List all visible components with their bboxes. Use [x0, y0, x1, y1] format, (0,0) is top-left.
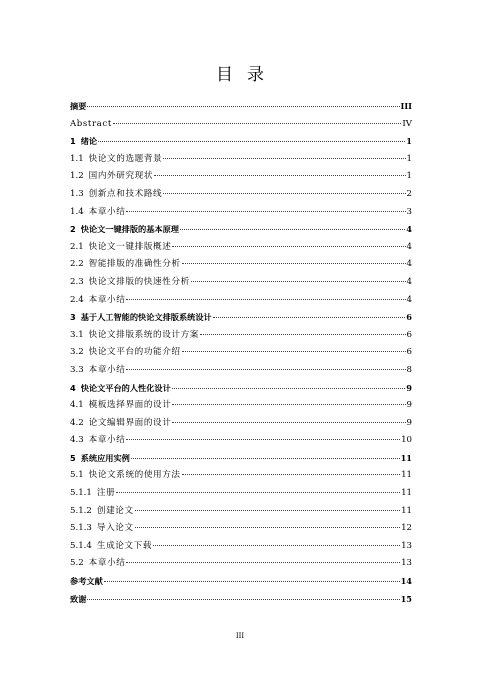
toc-entry[interactable]: [70, 520, 412, 538]
toc-entry-page: 9: [406, 400, 412, 411]
toc-entry-number: 1: [70, 136, 76, 147]
toc-entry[interactable]: [70, 573, 412, 591]
toc-entry-title: 创新点和技术路线: [88, 188, 163, 199]
toc-dot-leader: [104, 581, 400, 582]
toc-entry-title: 模板选择界面的设计: [88, 400, 172, 411]
toc-entry-title: 国内外研究现状: [88, 171, 154, 182]
toc-entry-number: 5.2: [70, 558, 84, 569]
toc-dot-leader: [182, 263, 406, 264]
table-of-contents: [70, 98, 412, 608]
toc-dot-leader: [191, 281, 406, 282]
toc-dot-leader: [180, 229, 405, 230]
toc-entry-number: 3.2: [70, 347, 84, 358]
toc-dot-leader: [172, 388, 406, 389]
toc-entry-number: 5.1.2: [70, 505, 92, 516]
toc-entry-page: 13: [401, 558, 412, 569]
toc-entry-number: 3.3: [70, 364, 84, 375]
toc-entry-page: 8: [406, 364, 412, 375]
toc-entry-number: 1.2: [70, 171, 84, 182]
toc-dot-leader: [163, 158, 405, 159]
toc-entry-title: 智能排版的准确性分析: [88, 259, 181, 270]
toc-dot-leader: [126, 299, 405, 300]
toc-entry-title: 参考文献: [70, 576, 103, 587]
toc-dot-leader: [172, 404, 405, 405]
toc-entry-title: 生成论文下载: [96, 540, 153, 551]
toc-entry[interactable]: [70, 133, 412, 151]
toc-entry-page: IV: [402, 118, 412, 129]
toc-entry-title: 摘要: [70, 101, 87, 111]
toc-entry-page: 10: [401, 435, 412, 446]
toc-entry-page: 3: [406, 206, 412, 217]
toc-dot-leader: [172, 246, 405, 247]
toc-dot-leader: [98, 141, 405, 142]
toc-entry[interactable]: [70, 555, 412, 573]
toc-dot-leader: [153, 545, 400, 546]
toc-entry-title: 快论文一键排版的基本原理: [80, 224, 179, 235]
toc-entry[interactable]: [70, 116, 412, 134]
toc-entry-title: 快论文平台的功能介绍: [88, 347, 181, 358]
toc-entry-page: 11: [401, 470, 412, 481]
toc-entry[interactable]: [70, 362, 412, 380]
toc-entry[interactable]: [70, 204, 412, 222]
toc-dot-leader: [182, 351, 406, 352]
toc-entry-page: 1: [406, 136, 412, 147]
toc-entry-number: 1.3: [70, 188, 84, 199]
toc-entry-number: 2.2: [70, 259, 84, 270]
toc-entry-title: 基于人工智能的快论文排版系统设计: [80, 312, 212, 323]
toc-entry-page: 11: [401, 488, 412, 499]
toc-entry-number: 5.1.1: [70, 488, 92, 499]
toc-entry[interactable]: [70, 168, 412, 186]
toc-dot-leader: [116, 492, 400, 493]
toc-dot-leader: [126, 562, 400, 563]
toc-dot-leader: [172, 422, 405, 423]
toc-entry-title: 本章小结: [88, 435, 126, 446]
toc-entry[interactable]: [70, 292, 412, 310]
toc-entry-title: 绪论: [80, 136, 98, 147]
toc-entry-title: 本章小结: [88, 558, 126, 569]
toc-entry-title: 本章小结: [88, 364, 126, 375]
toc-entry-title: Abstract: [70, 118, 112, 129]
toc-entry-number: 1.4: [70, 206, 84, 217]
toc-entry-page: 6: [406, 329, 412, 340]
toc-entry-page: 4: [406, 241, 412, 252]
page-number: III: [235, 632, 245, 640]
toc-entry-number: 2.4: [70, 294, 84, 305]
toc-entry[interactable]: [70, 239, 412, 257]
toc-entry[interactable]: [70, 151, 412, 169]
toc-entry[interactable]: [70, 327, 412, 345]
toc-entry-title: 快论文排版系统的设计方案: [88, 329, 199, 340]
toc-entry-title: 快论文系统的使用方法: [88, 470, 181, 481]
toc-entry-number: 5.1.3: [70, 523, 92, 534]
toc-entry[interactable]: [70, 344, 412, 362]
page-title: 目录: [216, 65, 278, 85]
toc-entry[interactable]: [70, 432, 412, 450]
toc-dot-leader: [200, 334, 406, 335]
toc-entry-title: 系统应用实例: [80, 452, 130, 463]
toc-entry-page: 11: [400, 452, 412, 463]
toc-entry[interactable]: [70, 98, 412, 116]
toc-entry-number: 2.1: [70, 241, 84, 252]
toc-entry-number: 1.1: [70, 153, 84, 164]
toc-entry-number: 4.3: [70, 435, 84, 446]
toc-entry-page: 9: [406, 417, 412, 428]
toc-dot-leader: [182, 474, 400, 475]
toc-entry[interactable]: [70, 485, 412, 503]
toc-entry-page: 4: [406, 276, 412, 287]
toc-entry-title: 本章小结: [88, 294, 126, 305]
toc-dot-leader: [131, 458, 400, 459]
toc-entry[interactable]: [70, 450, 412, 468]
toc-entry-page: 11: [401, 505, 412, 516]
toc-entry-number: 4.1: [70, 400, 84, 411]
toc-entry-number: 3: [70, 312, 76, 323]
toc-entry-page: 2: [406, 188, 412, 199]
toc-entry-page: 1: [406, 171, 412, 182]
toc-entry[interactable]: [70, 503, 412, 521]
toc-entry[interactable]: [70, 256, 412, 274]
toc-entry-page: 14: [400, 576, 412, 587]
toc-entry-page: 4: [406, 259, 412, 270]
toc-entry-number: 4.2: [70, 417, 84, 428]
toc-dot-leader: [87, 599, 399, 600]
toc-dot-leader: [126, 439, 400, 440]
toc-entry-page: 15: [400, 593, 412, 604]
toc-entry-title: 导入论文: [96, 523, 134, 534]
toc-entry-title: 快论文平台的人性化设计: [80, 382, 171, 393]
toc-entry-page: 12: [401, 523, 412, 534]
toc-entry[interactable]: [70, 274, 412, 292]
toc-dot-leader: [135, 510, 400, 511]
toc-entry-page: 6: [406, 312, 412, 323]
toc-entry[interactable]: [70, 591, 412, 609]
toc-dot-leader: [87, 106, 399, 107]
toc-dot-leader: [135, 527, 400, 528]
toc-entry-title: 致谢: [70, 593, 87, 604]
toc-entry-page: 9: [406, 382, 412, 393]
toc-entry-number: 4: [70, 382, 76, 393]
toc-entry[interactable]: [70, 397, 412, 415]
toc-dot-leader: [126, 369, 405, 370]
toc-entry-number: 5.1.4: [70, 540, 92, 551]
toc-entry[interactable]: [70, 415, 412, 433]
toc-dot-leader: [113, 123, 402, 124]
toc-dot-leader: [163, 193, 405, 194]
toc-dot-leader: [213, 317, 406, 318]
toc-entry-title: 论文编辑界面的设计: [88, 417, 172, 428]
toc-entry-page: 4: [406, 294, 412, 305]
toc-entry-title: 创建论文: [96, 505, 134, 516]
toc-entry-page: 6: [406, 347, 412, 358]
toc-entry-page: 1: [406, 153, 412, 164]
toc-entry-title: 快论文一键排版概述: [88, 241, 172, 252]
toc-entry-number: 2: [70, 224, 76, 235]
toc-entry-number: 2.3: [70, 276, 84, 287]
toc-entry-number: 3.1: [70, 329, 84, 340]
toc-entry[interactable]: [70, 467, 412, 485]
toc-entry-page: III: [400, 101, 412, 111]
toc-entry-page: 4: [406, 224, 412, 235]
toc-entry[interactable]: [70, 538, 412, 556]
toc-dot-leader: [154, 175, 406, 176]
toc-entry-title: 注册: [96, 488, 116, 499]
toc-entry-title: 快论文排版的快速性分析: [88, 276, 190, 287]
toc-entry-number: 5: [70, 452, 76, 463]
toc-entry-title: 快论文的选题背景: [88, 153, 163, 164]
toc-entry-page: 13: [401, 540, 412, 551]
toc-entry[interactable]: [70, 380, 412, 398]
toc-entry-title: 本章小结: [88, 206, 126, 217]
toc-entry[interactable]: [70, 221, 412, 239]
toc-entry[interactable]: [70, 309, 412, 327]
toc-entry[interactable]: [70, 186, 412, 204]
toc-entry-number: 5.1: [70, 470, 84, 481]
toc-dot-leader: [126, 211, 405, 212]
